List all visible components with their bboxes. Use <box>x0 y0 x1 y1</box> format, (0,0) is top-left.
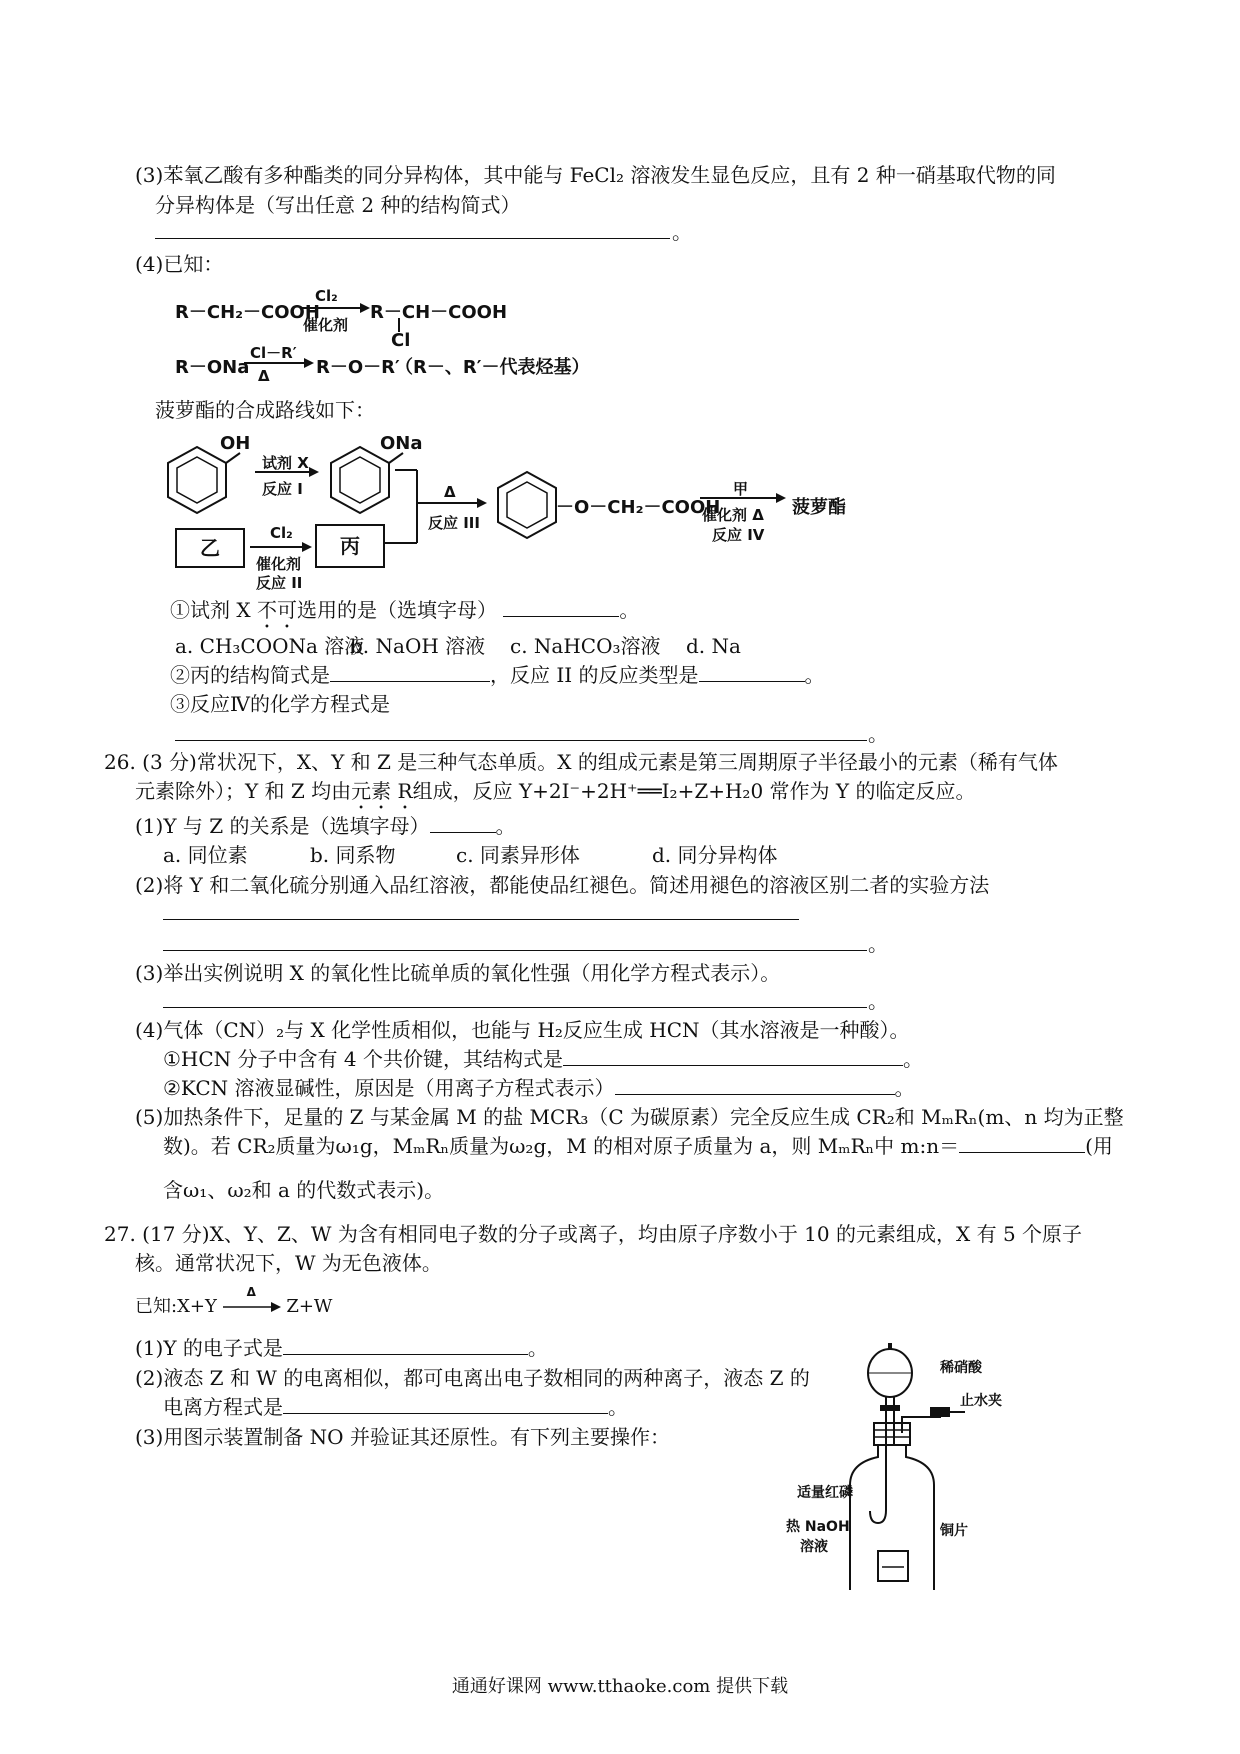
step3-condition: Δ <box>444 483 456 501</box>
q26-line2 <box>135 779 975 814</box>
q26-part5-line1: (5)加热条件下，足量的 Z 与某金属 M 的盐 MCR₃（C 为碳原素）完全反应生成 CR₂和 MₘRₙ(m、n 均为正整 <box>135 1105 1124 1129</box>
reaction-arrow <box>244 358 314 368</box>
period: 。 <box>868 722 888 746</box>
answer-blank <box>615 1076 895 1095</box>
reaction1-condition: 催化剂 <box>303 316 349 334</box>
reaction2-reagent: Cl－R′ <box>250 344 297 362</box>
answer-line <box>175 740 867 741</box>
q26-part4-2 <box>163 1076 915 1100</box>
period: 。 <box>868 932 888 956</box>
q26-part5-line3: 含ω₁、ω₂和 a 的代数式表示)。 <box>163 1178 445 1202</box>
sub1-suffix: 选用的是（选填字母） <box>296 598 497 622</box>
q26-option-a: a. 同位素 <box>163 843 248 867</box>
step4-label: 反应 IV <box>712 526 765 544</box>
q27-part1 <box>135 1336 548 1360</box>
q26-part1-text: (1)Y 与 Z 的关系是（选填字母） <box>135 814 430 838</box>
q27-part1-text: (1)Y 的电子式是 <box>135 1336 283 1360</box>
answer-blank <box>283 1336 528 1355</box>
answer-blank <box>430 814 496 833</box>
q25-part3-line1: (3)苯氧乙酸有多种酯类的同分异构体，其中能与 FeCl₂ 溶液发生显色反应，且有 2 种一硝基取代物的同 <box>135 163 1056 187</box>
q26-part1 <box>135 814 516 838</box>
answer-blank <box>563 1047 903 1066</box>
known-products: Z+W <box>286 1296 333 1317</box>
period: 。 <box>527 1336 548 1360</box>
q26-part5-line2 <box>163 1134 1113 1158</box>
q26-line2-b: 组成，反应 Y+2I⁻+2H⁺══I₂+Z+H₂0 常作为 Y 的临定反应。 <box>412 779 976 803</box>
period: 。 <box>495 814 516 838</box>
sub2-text-b: ，反应 II 的反应类型是 <box>490 663 699 687</box>
label-hot-naoh: 热 NaOH <box>786 1519 850 1535</box>
page-footer: 通通好课网 www.tthaoke.com 提供下载 <box>451 1676 789 1697</box>
reaction1-product: R－CH－COOH <box>370 302 508 323</box>
q26-line2-a: 元素除外）；Y 和 Z 均由 <box>135 779 352 803</box>
q27-part2-line2 <box>163 1395 628 1419</box>
period: 。 <box>608 1395 628 1419</box>
q27-known <box>135 1285 333 1318</box>
step1-label: 反应 I <box>262 480 303 498</box>
box-bing: 丙 <box>315 524 385 568</box>
heat-symbol: Δ <box>246 1285 256 1299</box>
answer-line <box>163 919 799 920</box>
phenol-oh: OH <box>220 433 251 454</box>
product-chain: －O－CH₂－COOH <box>556 497 721 518</box>
step2-reagent: Cl₂ <box>270 524 293 542</box>
reaction-arrow <box>700 493 786 503</box>
answer-blank <box>503 598 619 617</box>
sub1-emphasis: 不可 <box>256 598 297 622</box>
period: 。 <box>672 220 692 244</box>
label-copper-sheet: 铜片 <box>940 1523 968 1539</box>
q26-part4-2-text: ②KCN 溶液显碱性，原因是（用离子方程式表示） <box>163 1076 615 1100</box>
answer-line <box>163 950 867 951</box>
q25-4-sub3: ③反应Ⅳ的化学方程式是 <box>170 692 390 716</box>
reaction-arrow <box>223 1302 281 1312</box>
q26-part5-text: 数)。若 CR₂质量为ω₁g，MₘRₙ质量为ω₂g，M 的相对原子质量为 a，则 MₘRₙ中 m:n＝ <box>163 1134 960 1158</box>
step2-condition: 催化剂 <box>256 555 302 573</box>
label-water-clamp: 止水夹 <box>960 1393 1002 1409</box>
period: 。 <box>868 989 888 1013</box>
product-ring <box>492 470 562 540</box>
reaction2-product: R－O－R′ <box>316 357 400 378</box>
q26-part5-text-b: (用 <box>1085 1134 1113 1158</box>
reaction1-reactant: R－CH₂－COOH <box>175 302 320 323</box>
option-c: c. NaHCO₃溶液 <box>510 634 661 658</box>
sub2-text-a: ②丙的结构简式是 <box>170 663 330 687</box>
q27-part3: (3)用图示装置制备 NO 并验证其还原性。有下列主要操作： <box>135 1425 670 1449</box>
q26-line2-emphasis: 元素 R <box>351 779 413 803</box>
reaction1-reagent: Cl₂ <box>315 287 338 305</box>
period: 。 <box>619 598 640 622</box>
reaction2-note: （R－、R′－代表烃基） <box>395 357 590 378</box>
q26-part2: (2)将 Y 和二氧化硫分别通入品红溶液，都能使品红褪色。简述用褪色的溶液区别二者的实验方法 <box>135 873 990 897</box>
step3-label: 反应 III <box>428 514 480 532</box>
step4-condition: 催化剂 Δ <box>702 506 764 524</box>
phenoxide-ring <box>325 445 395 515</box>
q27-part2-line1: (2)液态 Z 和 W 的电离相似，都可电离出电子数相同的两种离子，液态 Z 的 <box>135 1366 810 1390</box>
answer-blank <box>330 663 490 682</box>
q26-option-d: d. 同分异构体 <box>652 843 778 867</box>
phenol-ring <box>162 445 232 515</box>
phenoxide-ona: ONa <box>380 433 423 454</box>
reaction-arrow <box>250 542 312 552</box>
answer-line <box>163 1007 867 1008</box>
label-red-phosphorus: 适量红磷 <box>797 1485 853 1501</box>
final-product: 菠萝酯 <box>792 497 846 518</box>
step1-reagent: 试剂 X <box>262 454 309 472</box>
q27-line1: 27. (17 分)X、Y、Z、W 为含有相同电子数的分子或离子，均由原子序数小于 10 的元素组成，X 有 5 个原子 <box>104 1222 1083 1246</box>
period: 。 <box>894 1076 915 1100</box>
reaction-arrow <box>300 303 370 313</box>
q25-4-sub2 <box>170 663 825 687</box>
label-solution: 溶液 <box>800 1539 828 1555</box>
q25-4-sub1 <box>170 598 639 633</box>
q26-part4-1 <box>163 1047 923 1071</box>
reaction2-condition: Δ <box>258 367 270 385</box>
apparatus-diagram <box>790 1335 1020 1595</box>
period: 。 <box>804 663 825 687</box>
option-b: b. NaOH 溶液 <box>350 634 486 658</box>
q27-line2: 核。通常状况下，W 为无色液体。 <box>135 1251 442 1275</box>
q26-part4: (4)气体（CN）₂与 X 化学性质相似，也能与 H₂反应生成 HCN（其水溶液是一种酸）。 <box>135 1018 910 1042</box>
sub1-prefix: ①试剂 X <box>170 598 257 622</box>
q25-part3-line2: 分异构体是（写出任意 2 种的结构简式） <box>155 193 521 217</box>
q26-part3: (3)举出实例说明 X 的氧化性比硫单质的氧化性强（用化学方程式表示）。 <box>135 961 781 985</box>
q26-option-b: b. 同系物 <box>310 843 396 867</box>
q26-option-c: c. 同素异形体 <box>456 843 580 867</box>
known-reactants: 已知:X+Y <box>135 1296 217 1317</box>
option-d: d. Na <box>686 634 741 658</box>
box-yi: 乙 <box>175 528 245 568</box>
answer-blank <box>959 1134 1085 1153</box>
answer-blank <box>699 663 805 682</box>
route-label: 菠萝酯的合成路线如下： <box>155 398 375 422</box>
reaction-arrow <box>255 467 319 477</box>
step4-reagent: 甲 <box>733 480 749 498</box>
reaction1-chlorine: Cl <box>391 330 411 351</box>
answer-line <box>155 238 670 239</box>
q26-line1: 26. (3 分)常状况下，X、Y 和 Z 是三种气态单质。X 的组成元素是第三周期原子半径最小的元素（稀有气体 <box>104 750 1058 774</box>
q26-part4-1-text: ①HCN 分子中含有 4 个共价键，其结构式是 <box>163 1047 563 1071</box>
q27-part2-text: 电离方程式是 <box>163 1395 283 1419</box>
heat-arrow <box>223 1285 281 1313</box>
reaction2-reactant: R－ONa <box>175 357 250 378</box>
period: 。 <box>902 1047 923 1071</box>
step2-label: 反应 II <box>256 574 303 592</box>
answer-blank <box>283 1395 608 1414</box>
q25-part4-label: (4)已知： <box>135 252 224 276</box>
option-a: a. CH₃COONa 溶液 <box>175 634 365 658</box>
label-dilute-nitric-acid: 稀硝酸 <box>940 1360 982 1376</box>
